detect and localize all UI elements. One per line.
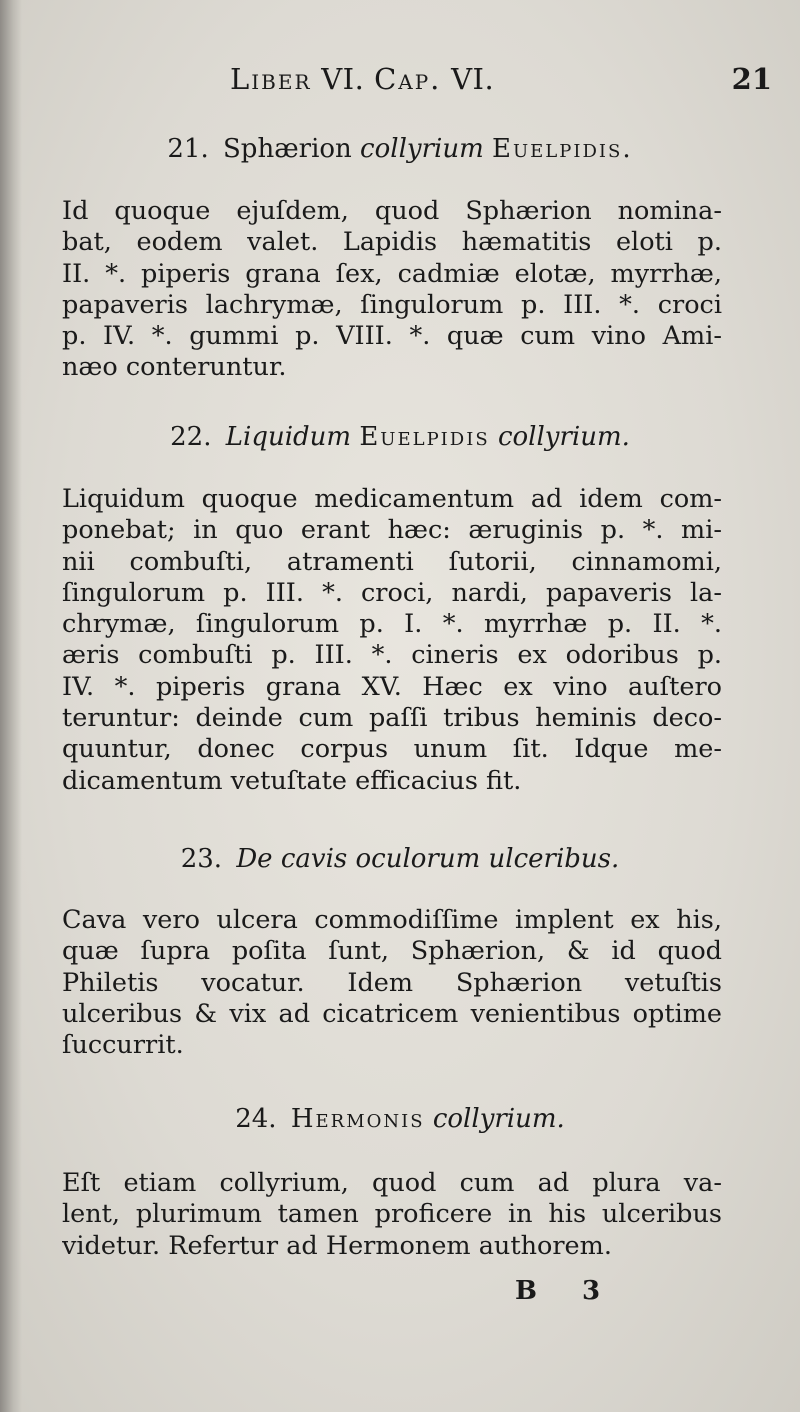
section-24-heading: [0, 1104, 800, 1134]
running-head-liber: Liber: [230, 62, 312, 96]
text-line: bat, eodem valet. Lapidis hæmatitis eloti p.: [62, 227, 722, 258]
text-line: videtur. Refertur ad Hermonem authorem.: [62, 1230, 612, 1261]
section-title-italic: Liquidum: [225, 422, 352, 452]
section-22-body: [62, 484, 722, 797]
text-line: ponebat; in quo erant hæc: æruginis p. *. mi-: [62, 515, 722, 546]
section-title-italic: collyrium.: [432, 1104, 565, 1134]
text-line: ſuccurrit.: [62, 1030, 184, 1061]
section-number: 24.: [235, 1104, 277, 1134]
text-line: teruntur: deinde cum paſſi tribus heminis deco-: [62, 703, 722, 734]
text-line: æris combuſti p. III. *. cineris ex odoribus p.: [62, 640, 722, 671]
text-line: lent, plurimum tamen proficere in his ulceribus: [62, 1199, 722, 1230]
text-line: quuntur, donec corpus unum ſit. Idque me-: [62, 734, 722, 765]
text-line: nii combuſti, atramenti ſutorii, cinnamomi,: [62, 546, 722, 577]
section-21-body: [62, 196, 722, 384]
text-line: chrymæ, ſingulorum p. I. *. myrrhæ p. II. *.: [62, 609, 722, 640]
text-line: II. *. piperis grana ſex, cadmiæ elotæ, myrrhæ,: [62, 258, 722, 289]
text-line: papaveris lachrymæ, ſingulorum p. III. *. croci: [62, 289, 722, 320]
section-title-author: Euelpidis: [359, 422, 490, 452]
signature-mark: B 3: [515, 1276, 619, 1306]
text-line: Philetis vocatur. Idem Sphærion vetuſtis: [62, 967, 722, 998]
running-head: [230, 62, 494, 96]
text-line: Id quoque ejuſdem, quod Sphærion nomina-: [62, 196, 722, 226]
section-number: 22.: [170, 422, 212, 452]
text-line: dicamentum vetuſtate efficacius fit.: [62, 765, 522, 796]
section-title-author: Hermonis: [290, 1104, 425, 1134]
section-number: 21.: [167, 134, 209, 164]
text-line: Cava vero ulcera commodiſſime implent ex his,: [62, 905, 722, 935]
section-title-plain: Sphærion: [223, 134, 352, 164]
text-line: Eſt etiam collyrium, quod cum ad plura va-: [62, 1168, 722, 1198]
section-21-heading: [0, 134, 800, 164]
running-head-cap: Cap.: [374, 62, 442, 96]
running-head-book-number: VI.: [321, 62, 365, 96]
section-title-italic: De cavis oculorum ulceribus.: [236, 844, 620, 874]
section-23-body: [62, 905, 722, 1061]
text-line: IV. *. piperis grana XV. Hæc ex vino auſtero: [62, 671, 722, 702]
section-title-italic: collyrium: [360, 134, 484, 164]
section-22-heading: [0, 422, 800, 452]
text-line: ulceribus & vix ad cicatricem venientibus optime: [62, 998, 722, 1029]
page-gutter-shadow: [0, 0, 22, 1412]
text-line: p. IV. *. gummi p. VIII. *. quæ cum vino Ami-: [62, 321, 722, 352]
section-24-body: [62, 1168, 722, 1262]
section-23-heading: [0, 844, 800, 874]
section-number: 23.: [180, 844, 223, 874]
text-line: næo conteruntur.: [62, 352, 287, 383]
running-header: [0, 62, 800, 102]
running-head-chapter-number: VI.: [451, 62, 495, 96]
text-line: ſingulorum p. III. *. croci, nardi, papaveris la-: [62, 577, 722, 608]
section-title-author: Euelpidis.: [492, 134, 633, 164]
page-number: 21: [731, 62, 772, 96]
text-line: Liquidum quoque medicamentum ad idem com-: [62, 484, 722, 514]
section-title-italic-2: collyrium.: [497, 422, 630, 452]
text-line: quæ ſupra poſita ſunt, Sphærion, & id quod: [62, 936, 722, 967]
